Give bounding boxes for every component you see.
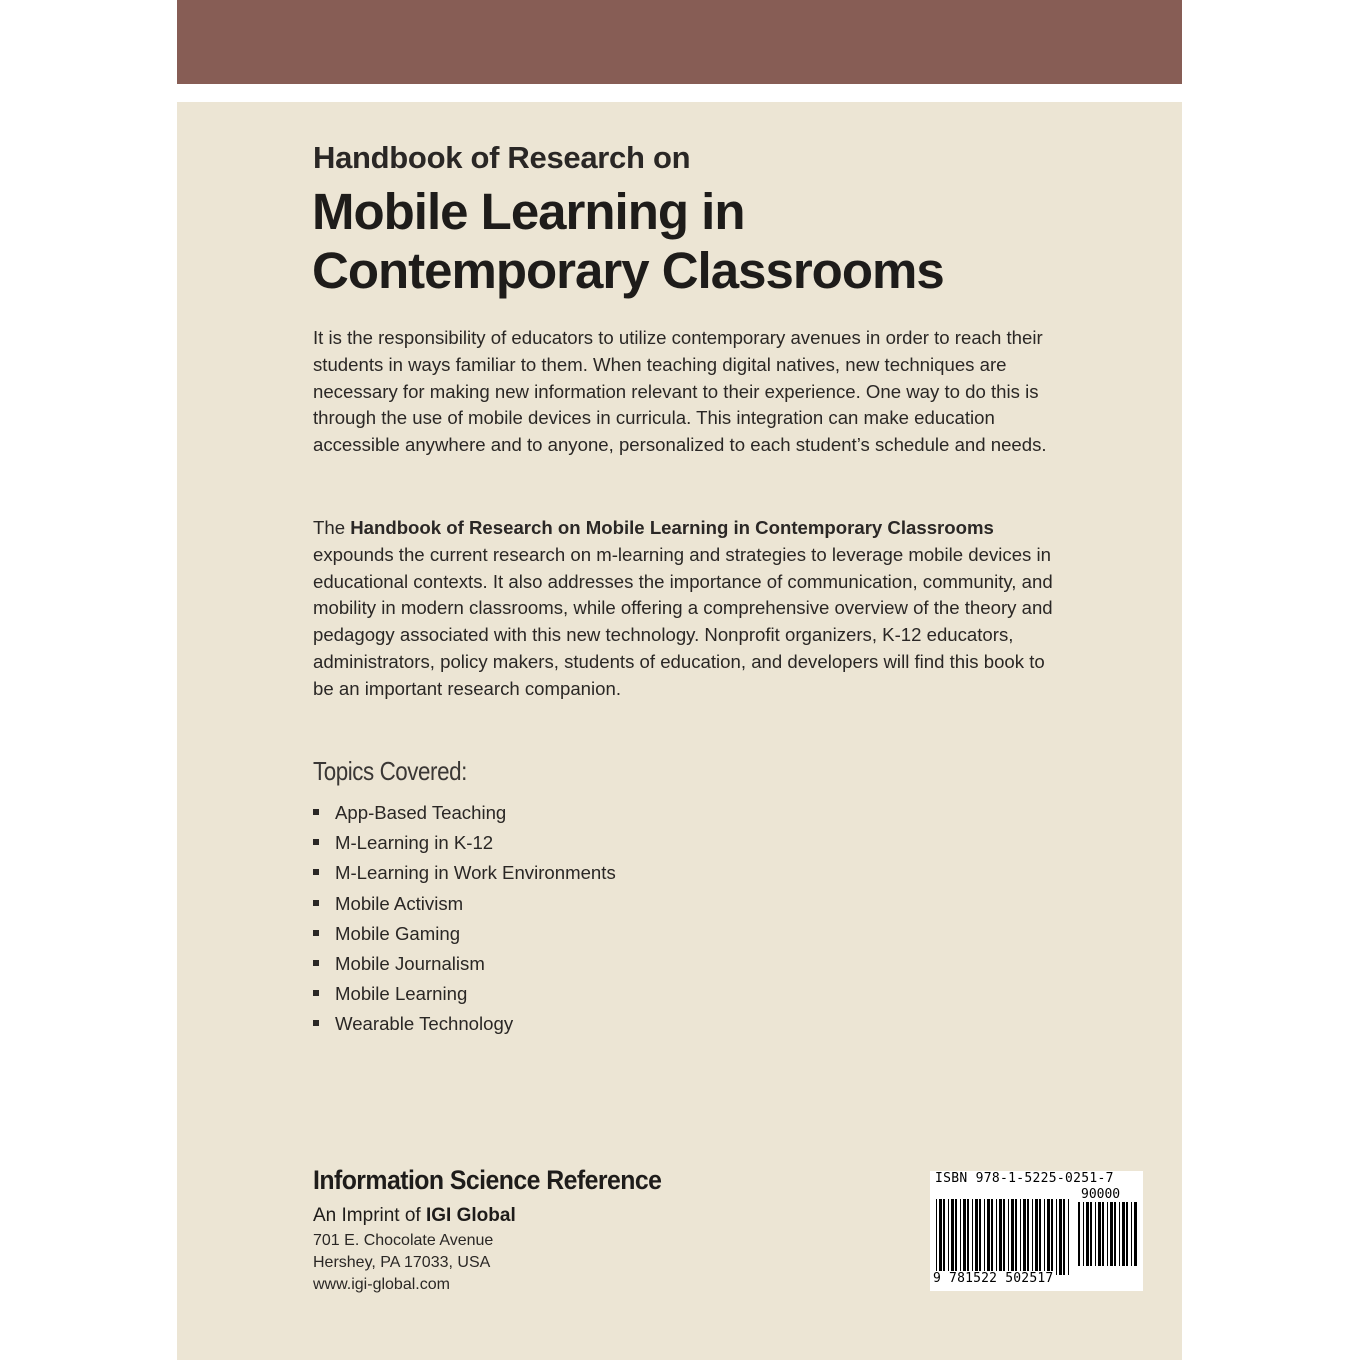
book-title-line-2: Contemporary Classrooms [312, 242, 944, 299]
square-bullet-icon [313, 930, 319, 936]
publisher-street: 701 E. Chocolate Avenue [313, 1232, 494, 1249]
book-title-line-1: Mobile Learning in [312, 183, 745, 240]
topic-label: Mobile Activism [335, 892, 464, 914]
square-bullet-icon [313, 990, 319, 996]
topics-heading: Topics Covered: [313, 756, 467, 786]
book-subtitle: Handbook of Research on [313, 140, 691, 175]
topic-label: Mobile Gaming [335, 922, 461, 944]
topic-label: M-Learning in K-12 [335, 832, 494, 854]
topic-item [313, 798, 616, 828]
topic-item [313, 889, 616, 919]
square-bullet-icon [313, 1020, 319, 1026]
book-title-bold: Handbook of Research on Mobile Learning in Contemporary Classrooms [350, 517, 994, 538]
topic-item [313, 919, 616, 949]
topic-item [313, 949, 616, 979]
book-title [312, 182, 1072, 300]
publisher-city: Hershey, PA 17033, USA [313, 1254, 491, 1271]
topic-label: M-Learning in Work Environments [335, 862, 616, 884]
publisher-imprint [313, 1205, 516, 1227]
topic-item [313, 858, 616, 888]
publisher-name: Information Science Reference [313, 1165, 662, 1195]
topic-label: Wearable Technology [335, 1013, 514, 1035]
paragraph-prefix: The [313, 517, 351, 538]
ean-digits: 9 781522 502517 [933, 1271, 1054, 1286]
price-code: 90000 [1081, 1187, 1121, 1202]
topic-item [313, 828, 616, 858]
topics-list [313, 798, 616, 1040]
topic-label: Mobile Journalism [335, 952, 485, 974]
square-bullet-icon [313, 900, 319, 906]
topic-label: Mobile Learning [335, 983, 468, 1005]
paragraph-rest: expounds the current research on m-learning and strategies to leverage mobile devices in educational contexts. It also addresses the importance of communication, community, and mobility in modern classrooms, while offering a comprehensive overview of the theory and pedagogy associated with this new technology. Nonprofit organizers, K-12 educators, administrators, policy makers, students of education, and developers will find this book to be an important research companion. [313, 543, 1053, 699]
publisher-website: www.igi-global.com [313, 1276, 450, 1293]
description-paragraph-1: It is the responsibility of educators to utilize contemporary avenues in order to reach their students in ways familiar to them. When teaching digital natives, new techniques are necessary for making new information relevant to their experience. One way to do this is through the use of mobile devices in curricula. This integration can make education accessible anywhere and to anyone, personalized to each student’s schedule and needs. [313, 327, 1047, 456]
square-bullet-icon [313, 960, 319, 966]
topic-item [313, 1009, 616, 1039]
square-bullet-icon [313, 869, 319, 875]
topic-label: App-Based Teaching [335, 802, 507, 823]
description-paragraph-2 [313, 515, 1053, 703]
addon-barcode-icon [1078, 1202, 1140, 1274]
imprint-prefix: An Imprint of [313, 1205, 426, 1226]
square-bullet-icon [313, 839, 319, 845]
cover-top-band [177, 0, 1182, 84]
isbn-number: ISBN 978-1-5225-0251-7 [935, 1171, 1114, 1186]
topic-item [313, 979, 616, 1009]
square-bullet-icon [313, 809, 319, 815]
imprint-company: IGI Global [426, 1205, 516, 1226]
